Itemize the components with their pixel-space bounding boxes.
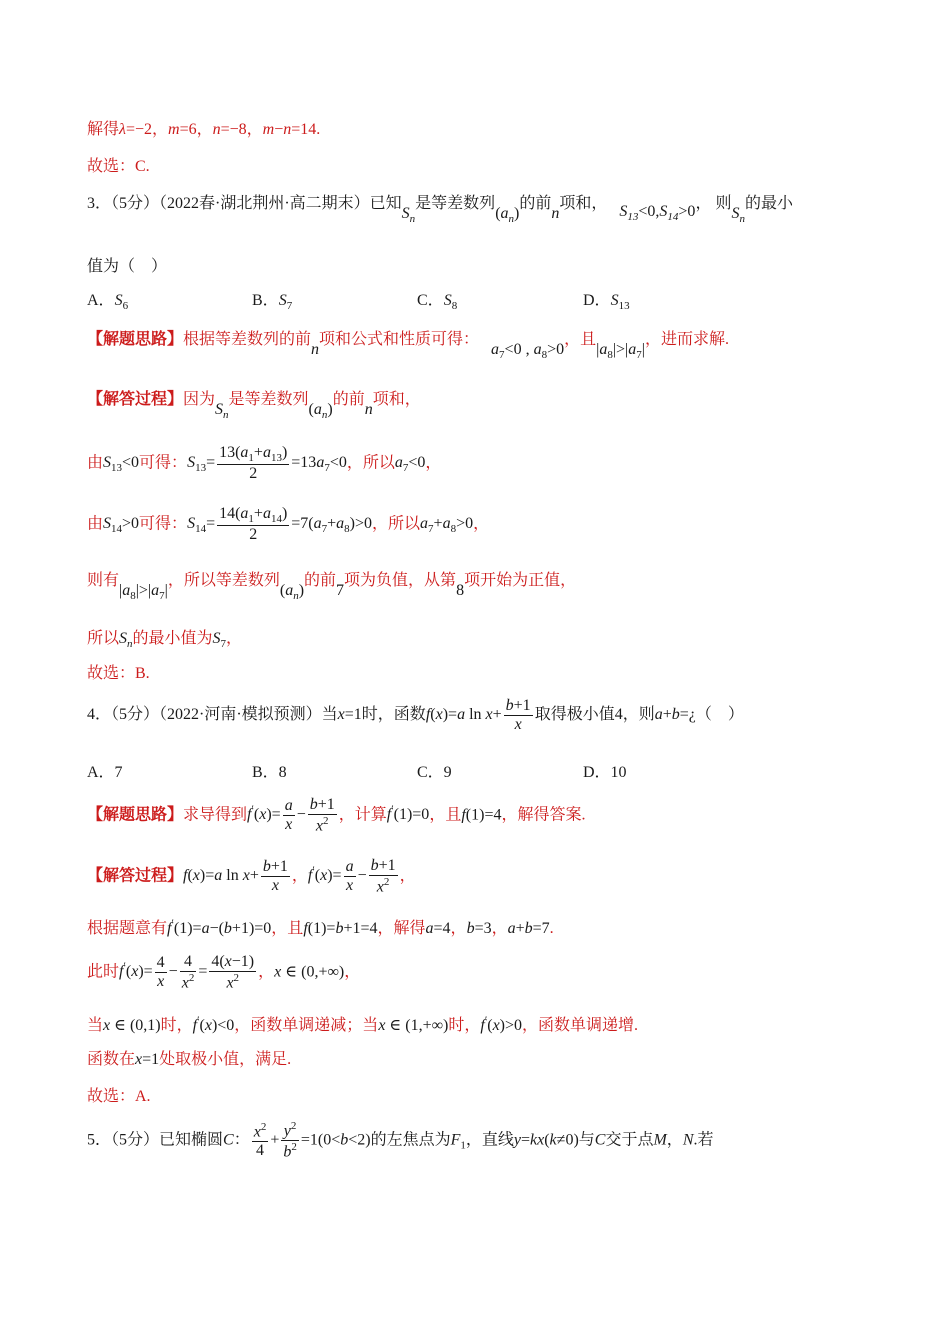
q4-process-1: 【解答过程】f(x)=a ln x+ $\frac{b+1}{x}$ ，f′(x)= $\frac{a}{x}$ − $\frac{b+1}{x^2}$ ， — [87, 857, 416, 896]
q4-thinking: 【解题思路】求导得到f′(x)= $\frac{a}{x}$ − $\frac{b+1}{x^2}$ ，计算f′(1)=0，且f(1)=4，解得答案. — [87, 796, 586, 835]
q3-stem-line1: 3．（5分）（2022春·湖北荆州·高二期末）已知$S_n$是等差数列$(a_n)$的前n项和， $S_{13}<0,S_{14}>0$， 则$S_n$的最小 — [87, 195, 793, 226]
q3-process-4: 则有$|a_8|>|a_7|$，所以等差数列$(a_n)$的前7项为负值，从第8项开始为正值， — [87, 572, 577, 603]
q4-process-4: 当x ∈ (0,1)时，f′(x)<0，函数单调递减；当x ∈ (1,+∞)时，f′(x)>0，函数单调递增. — [87, 1014, 639, 1034]
prev-solution-line: 解得λ=−2，m=6，n=−8，m−n=14. — [87, 121, 321, 138]
q3-option-d[interactable]: D．$S_{13}$ — [583, 292, 630, 313]
q3-process-1: 【解答过程】因为$S_n$是等差数列$(a_n)$的前n项和， — [87, 391, 421, 422]
prev-answer: 故选：C. — [87, 158, 150, 175]
q4-process-5: 函数在x=1处取极小值，满足. — [87, 1051, 292, 1068]
q4-process-2: 根据题意有f′(1)=a−(b+1)=0，且f(1)=b+1=4，解得a=4，b=3，a+b=7. — [87, 917, 554, 937]
q3-option-b[interactable]: B．$S_7$ — [252, 292, 293, 313]
q3-option-a[interactable]: A．$S_6$ — [87, 292, 129, 313]
q4-stem: 4．（5分）（2022·河南·模拟预测）当x=1时，函数f(x)=a ln x+ $\frac{b+1}{x}$ 取得极小值4，则a+b=¿（ ） — [87, 697, 744, 733]
q4-option-c[interactable]: C．9 — [417, 764, 452, 781]
q4-option-a[interactable]: A．7 — [87, 764, 123, 781]
q3-process-3: 由$S_{14}>0$可得：$S_{14}=$ $\frac{14(a_1+a_{14})}{2}$ $=7(a_7+a_8)>0$，所以$a_7+a_8>0$， — [87, 505, 490, 544]
q4-answer: 故选：A. — [87, 1088, 151, 1105]
q3-process-2: 由$S_{13}<0$可得：$S_{13}=$ $\frac{13(a_1+a_{13})}{2}$ $=13a_7<0$，所以$a_7<0$， — [87, 444, 442, 483]
q3-thinking: 【解题思路】根据等差数列的前n项和公式和性质可得： $a_7<0$ , $a_8>0$，且$|a_8|>|a_7|$，进而求解. — [87, 331, 729, 362]
q3-option-c[interactable]: C．$S_8$ — [417, 292, 458, 313]
q5-stem: 5．（5分）已知椭圆C： $\frac{x^2}{4}$ + $\frac{y^2}{b^2}$ =1(0<b<2)的左焦点为$F_1$，直线y=kx(k≠0)与C交于点M，N.若 — [87, 1120, 714, 1161]
q4-process-3: 此时f′(x)= $\frac{4}{x}$ − $\frac{4}{x^2}$ = $\frac{4(x-1)}{x^2}$ ，x ∈ (0,+∞)， — [87, 953, 361, 992]
q4-option-b[interactable]: B．8 — [252, 764, 287, 781]
q3-process-5: 所以$S_n$的最小值为$S_7$， — [87, 630, 243, 651]
q3-stem-line2: 值为（ ） — [87, 258, 168, 275]
q4-option-d[interactable]: D．10 — [583, 764, 627, 781]
q3-answer: 故选：B. — [87, 665, 150, 682]
